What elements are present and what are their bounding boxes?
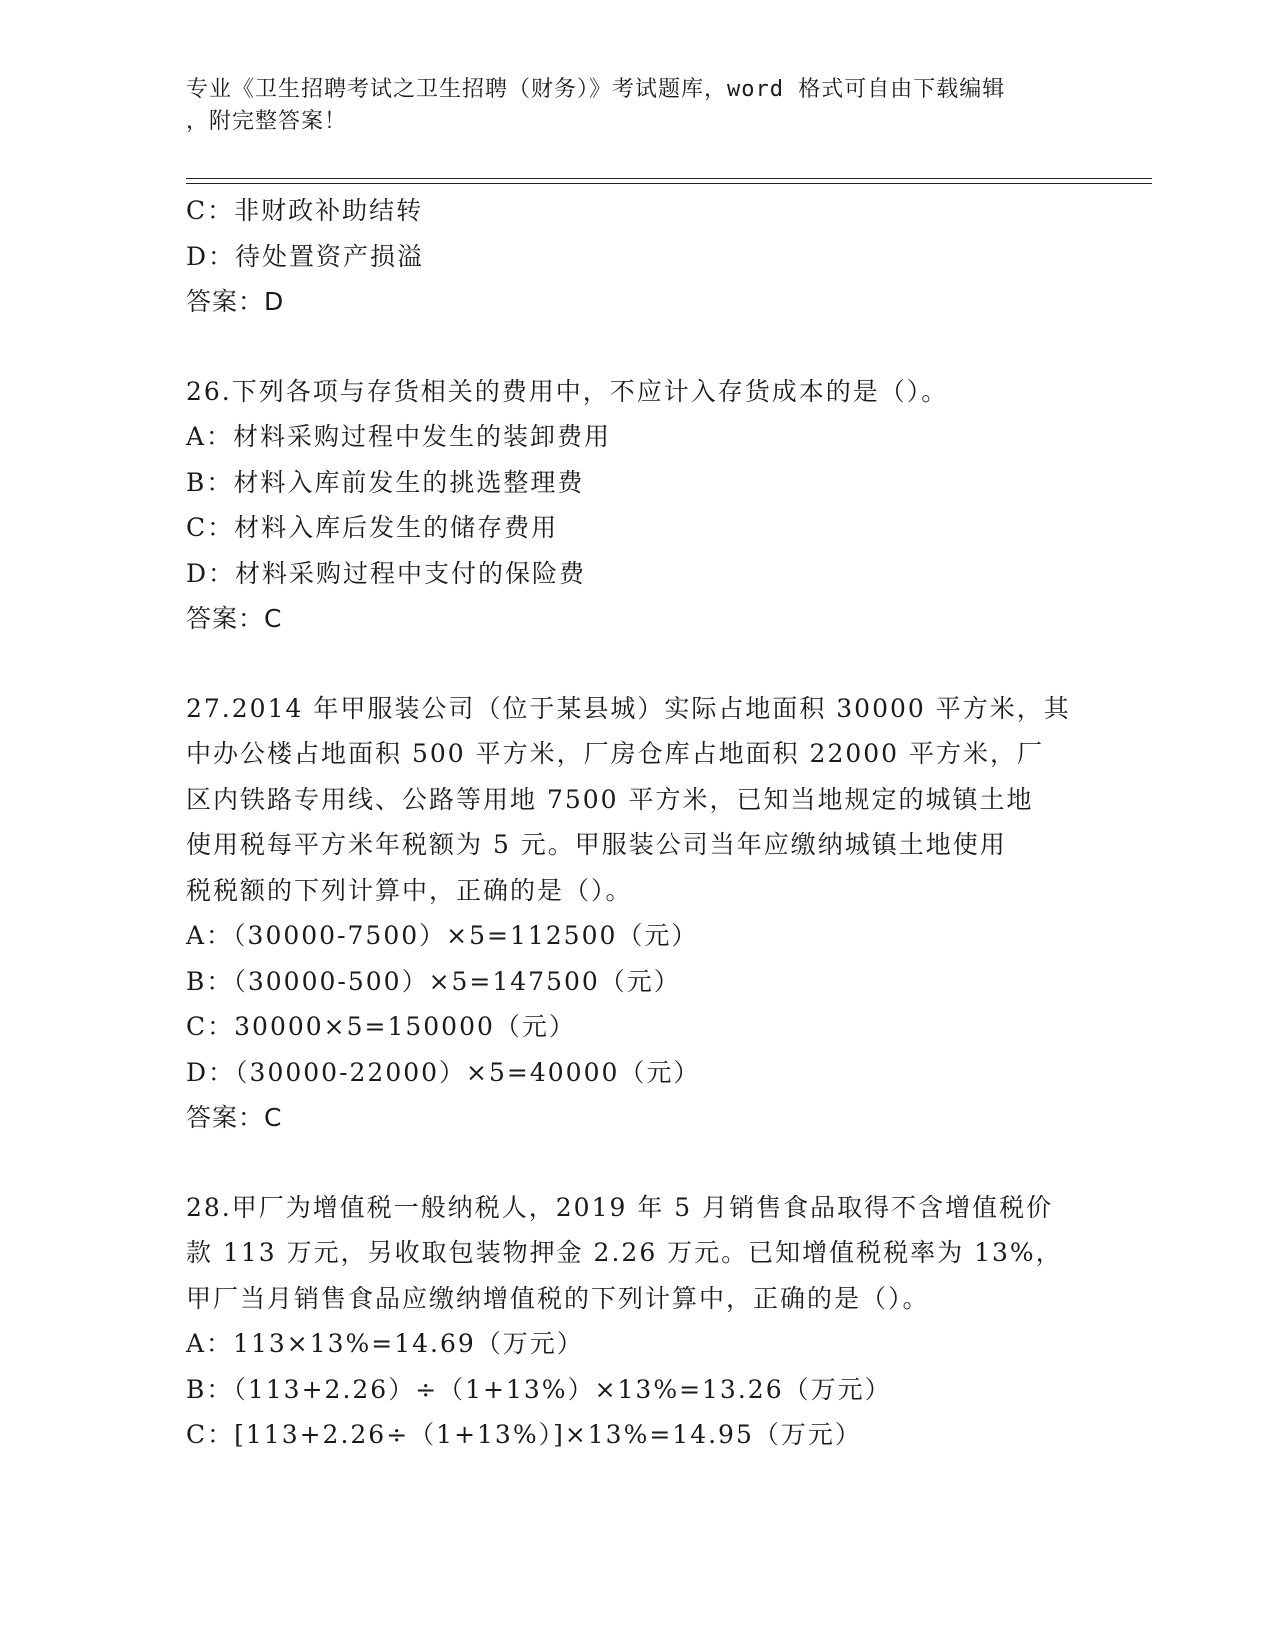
spacer: [186, 642, 1086, 686]
q27-option-d: D：（30000-22000）×5=40000（元）: [186, 1057, 701, 1087]
q27-option-c: C：30000×5=150000（元）: [186, 1012, 576, 1041]
q28-option-a: A：113×13%=14.69（万元）: [186, 1329, 584, 1358]
header-rule-top: [186, 178, 1152, 179]
q27-option-a: A：（30000-7500）×5=112500（元）: [186, 921, 699, 950]
q26-stem: 26.下列各项与存货相关的费用中，不应计入存货成本的是（）。: [186, 376, 949, 406]
q27-stem-line-1: 27.2014 年甲服装公司（位于某县城）实际占地面积 30000 平方米，其: [186, 693, 1071, 723]
q28-option-b: B：（113+2.26）÷（1+13%）×13%=13.26（万元）: [186, 1374, 892, 1404]
question-content: [186, 188, 1086, 1458]
q27-stem-line-5: 税税额的下列计算中，正确的是（）。: [186, 875, 633, 905]
q27-stem-line-4: 使用税每平方米年税额为 5 元。甲服装公司当年应缴纳城镇土地使用: [186, 830, 1007, 859]
q27-stem-line-3: 区内铁路专用线、公路等用地 7500 平方米，已知当地规定的城镇土地: [186, 784, 1034, 814]
header-line-1: 专业《卫生招聘考试之卫生招聘（财务）》考试题库，word 格式可自由下载编辑: [186, 77, 1006, 102]
q26-option-c: C：材料入库后发生的储存费用: [186, 513, 559, 542]
document-header: [186, 74, 1066, 138]
q26-option-d: D：材料采购过程中支付的保险费: [186, 558, 587, 588]
q25-option-c: C：非财政补助结转: [186, 196, 424, 225]
q28-stem-line-2: 款 113 万元，另收取包装物押金 2.26 万元。已知增值税税率为 13%，: [186, 1238, 1063, 1267]
q25-option-d: D：待处置资产损溢: [186, 241, 425, 271]
q26-option-a: A：材料采购过程中发生的装卸费用: [186, 422, 612, 451]
q27-stem-line-2: 中办公楼占地面积 500 平方米，厂房仓库占地面积 22000 平方米，厂: [186, 739, 1045, 768]
q28-stem-line-3: 甲厂当月销售食品应缴纳增值税的下列计算中，正确的是（）。: [186, 1283, 930, 1313]
q27-answer: 答案：C: [186, 1103, 283, 1132]
q25-answer: 答案：D: [186, 287, 285, 316]
header-line-2: ，附完整答案！: [186, 109, 348, 134]
spacer: [186, 1141, 1086, 1185]
q28-option-c: C：[113+2.26÷（1+13%）]×13%=14.95（万元）: [186, 1420, 862, 1449]
q26-option-b: B：材料入库前发生的挑选整理费: [186, 467, 585, 497]
q26-answer: 答案：C: [186, 604, 283, 633]
header-rule-bottom: [186, 183, 1152, 184]
q27-option-b: B：（30000-500）×5=147500（元）: [186, 966, 681, 996]
q28-stem-line-1: 28.甲厂为增值税一般纳税人，2019 年 5 月销售食品取得不含增值税价: [186, 1192, 1054, 1222]
spacer: [186, 325, 1086, 369]
